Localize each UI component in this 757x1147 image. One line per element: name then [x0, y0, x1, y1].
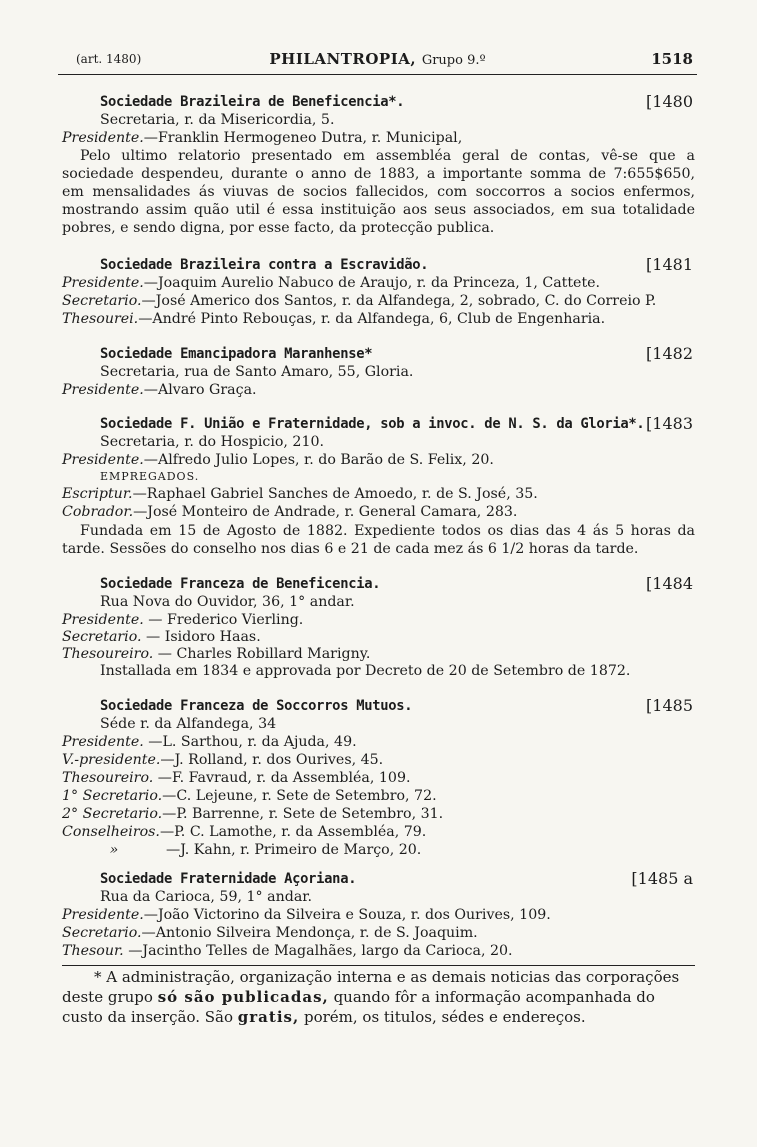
- role-holder: —F. Favraud, r. da Assembléa, 109.: [157, 770, 411, 786]
- entry-number: [1480: [646, 92, 693, 111]
- role-holder: —Franklin Hermogeneo Dutra, r. Municipal,: [143, 130, 463, 146]
- entry-role: [62, 924, 695, 942]
- role-label: V.-presidente.: [62, 752, 161, 768]
- entry-note: Installada em 1834 e approvada por Decreto de 20 de Setembro de 1872.: [100, 663, 631, 679]
- entry-title: Sociedade Franceza de Soccorros Mutuos.: [100, 698, 413, 714]
- role-holder: —Raphael Gabriel Sanches de Amoedo, r. de S. José, 35.: [132, 486, 538, 502]
- role-holder: —André Pinto Rebouças, r. da Alfandega, 6, Club de Engenharia.: [138, 311, 606, 327]
- role-holder: — Frederico Vierling.: [148, 612, 304, 628]
- entry-role: [62, 310, 695, 328]
- footnote-text: porém, os titulos, sédes e endereços.: [303, 1008, 586, 1026]
- entry-role: [62, 906, 695, 924]
- entry-role: [62, 129, 695, 147]
- footnote-text: deste grupo: [62, 988, 153, 1006]
- entry-number: [1483: [646, 414, 693, 433]
- header-article-range: (art. 1480): [76, 52, 142, 66]
- role-holder: —Alvaro Graça.: [143, 382, 257, 398]
- role-holder: — Isidoro Haas.: [146, 629, 261, 645]
- page-number: 1518: [651, 50, 693, 68]
- role-label: Presidente.: [62, 382, 144, 398]
- entry-role: [62, 628, 695, 646]
- role-label: 1° Secretario.: [62, 788, 163, 804]
- entry-number: [1482: [646, 344, 693, 363]
- role-holder: —P. Barrenne, r. Sete de Setembro, 31.: [162, 806, 444, 822]
- role-label: Thesour.: [62, 943, 124, 959]
- entry-role: [62, 503, 695, 521]
- role-holder: —José Americo dos Santos, r. da Alfandega, 2, sobrado, C. do Correio P.: [141, 293, 657, 309]
- role-label: Secretario.: [62, 293, 142, 309]
- subheading: EMPREGADOS.: [100, 470, 200, 483]
- role-label: Presidente.: [62, 612, 144, 628]
- role-holder: —J. Rolland, r. dos Ourives, 45.: [160, 752, 384, 768]
- entry-role: [62, 942, 695, 960]
- paragraph-line: em mensalidades ás viuvas de socios fallecidos, com soccorros a socios enfermos,: [62, 184, 695, 200]
- entry-title: Sociedade Fraternidade Açoriana.: [100, 871, 357, 887]
- entry-role: [62, 274, 695, 292]
- entry-role: [62, 841, 695, 859]
- footnote-line: [62, 1008, 695, 1027]
- footnote-line: * A administração, organização interna e as demais noticias das corporações: [94, 968, 680, 986]
- entry-title: Sociedade Brazileira de Beneficencia*.: [100, 94, 405, 110]
- running-header: [58, 48, 697, 75]
- header-title-text: PHILANTROPIA,: [269, 50, 417, 68]
- entry-title: Sociedade Brazileira contra a Escravidão.: [100, 257, 429, 273]
- role-holder: —Joaquim Aurelio Nabuco de Araujo, r. da Princeza, 1, Cattete.: [143, 275, 601, 291]
- entry-address: Secretaria, r. da Misericordia, 5.: [100, 112, 335, 128]
- role-label: Presidente.: [62, 734, 144, 750]
- entry-role: [62, 645, 695, 663]
- role-holder: —J. Kahn, r. Primeiro de Março, 20.: [166, 842, 422, 858]
- role-label: Escriptur.: [62, 486, 133, 502]
- paragraph-line: Fundada em 15 de Agosto de 1882. Expediente todos os dias das 4 ás 5 horas da: [80, 523, 695, 539]
- role-label: Presidente.: [62, 275, 144, 291]
- header-section-title: [58, 50, 697, 68]
- entry-role: [62, 292, 695, 310]
- entry-role: [62, 751, 695, 769]
- entry-address: Rua da Carioca, 59, 1° andar.: [100, 889, 313, 905]
- entry-title: Sociedade F. União e Fraternidade, sob a invoc. de N. S. da Gloria*.: [100, 416, 645, 432]
- role-holder: —João Victorino da Silveira e Souza, r. dos Ourives, 109.: [143, 907, 551, 923]
- footnote-text: custo da inserção. São: [62, 1008, 233, 1026]
- footnote-line: [62, 988, 695, 1007]
- paragraph-line: pobres, e sendo digna, por esse facto, da protecção publica.: [62, 220, 495, 236]
- role-holder: —José Monteiro de Andrade, r. General Camara, 283.: [133, 504, 518, 520]
- paragraph-line: sociedade despendeu, durante o anno de 1883, a importante somma de 7:655$650,: [62, 166, 695, 182]
- entry-role: [62, 769, 695, 787]
- paragraph-line: tarde. Sessões do conselho nos dias 6 e 21 de cada mez ás 6 1/2 horas da tarde.: [62, 541, 639, 557]
- entry-address: Secretaria, r. do Hospicio, 210.: [100, 434, 325, 450]
- paragraph-line: Pelo ultimo relatorio presentado em assembléa geral de contas, vê-se que a: [80, 148, 695, 164]
- entry-role: [62, 485, 695, 503]
- role-label: Cobrador.: [62, 504, 134, 520]
- entry-number: [1485: [646, 696, 693, 715]
- entry-role: [62, 805, 695, 823]
- role-holder: —Antonio Silveira Mendonça, r. de S. Joaquim.: [141, 925, 478, 941]
- header-group: Grupo 9.º: [421, 53, 486, 68]
- role-holder: —Alfredo Julio Lopes, r. do Barão de S. Felix, 20.: [143, 452, 494, 468]
- entry-role: [62, 733, 695, 751]
- role-label: Thesoureiro.: [62, 646, 154, 662]
- entry-address: Rua Nova do Ouvidor, 36, 1° andar.: [100, 594, 355, 610]
- entry-title: Sociedade Emancipadora Maranhense*: [100, 346, 373, 362]
- role-label: Conselheiros.: [62, 824, 160, 840]
- footnote-emphasis: gratis,: [237, 1008, 300, 1026]
- entry-title: Sociedade Franceza de Beneficencia.: [100, 576, 381, 592]
- role-label: »: [109, 842, 119, 858]
- entry-role: [62, 787, 695, 805]
- role-label: Secretario.: [62, 629, 142, 645]
- role-label: Thesourei.: [62, 311, 139, 327]
- role-label: Thesoureiro.: [62, 770, 154, 786]
- role-holder: —L. Sarthou, r. da Ajuda, 49.: [148, 734, 357, 750]
- paragraph-line: mostrando assim quão util é essa instituição aos seus associados, em sua totalidade: [62, 202, 695, 218]
- role-label: Presidente.: [62, 907, 144, 923]
- entry-role: [62, 451, 695, 469]
- footnote-rule: [62, 965, 695, 966]
- entry-role: [62, 381, 695, 399]
- entry-role: [62, 823, 695, 841]
- entry-role: [62, 611, 695, 629]
- role-holder: —Jacintho Telles de Magalhães, largo da Carioca, 20.: [128, 943, 513, 959]
- role-label: Presidente.: [62, 130, 144, 146]
- footnote-emphasis: só são publicadas,: [157, 988, 329, 1006]
- role-holder: — Charles Robillard Marigny.: [157, 646, 371, 662]
- role-label: Presidente.: [62, 452, 144, 468]
- footnote-text: quando fôr a informação acompanhada do: [333, 988, 655, 1006]
- role-label: Secretario.: [62, 925, 142, 941]
- role-holder: —C. Lejeune, r. Sete de Setembro, 72.: [162, 788, 437, 804]
- role-holder: —P. C. Lamothe, r. da Assembléa, 79.: [159, 824, 427, 840]
- entry-address: Séde r. da Alfandega, 34: [100, 716, 277, 732]
- entry-number: [1481: [646, 255, 693, 274]
- entry-number: [1485 a: [631, 869, 693, 888]
- role-label: 2° Secretario.: [62, 806, 163, 822]
- entry-number: [1484: [646, 574, 693, 593]
- entry-address: Secretaria, rua de Santo Amaro, 55, Gloria.: [100, 364, 414, 380]
